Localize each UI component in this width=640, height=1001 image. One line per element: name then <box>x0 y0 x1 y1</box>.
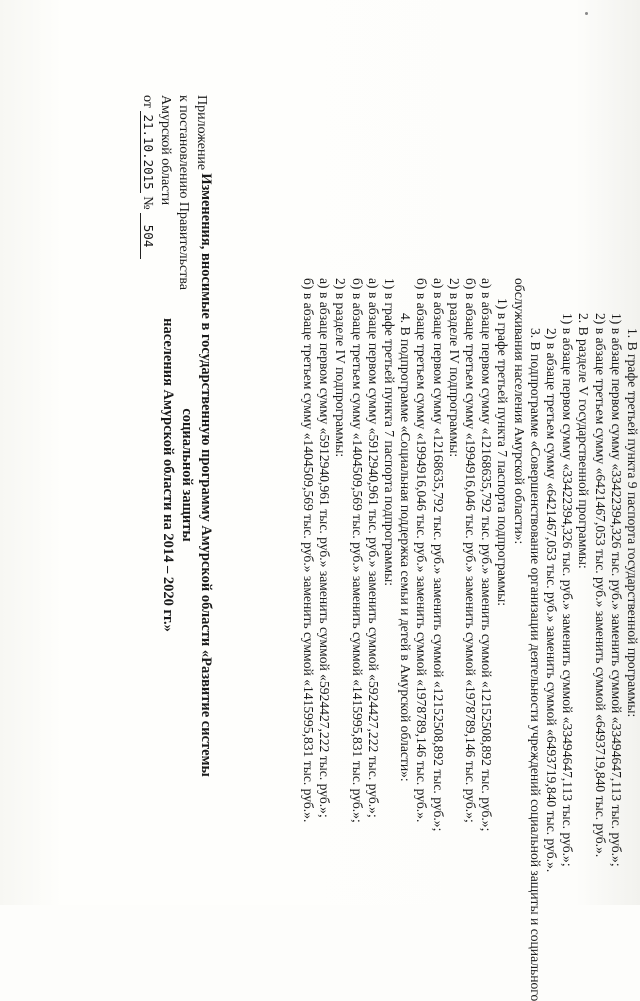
title-line-2: населения Амурской области на 2014 – 2020 гг.» <box>160 318 176 632</box>
body-line: 3. В подпрограмме «Совершенствование организации деятельности учреждений социальной защиты и социального <box>527 328 543 1001</box>
scan-speck <box>585 12 588 15</box>
body-line: 1) в абзаце первом сумму «33422394,326 тыс. руб.» заменить суммой «33494647,113 тыс. руб.»; <box>560 313 576 867</box>
body-line: 2) в разделе IV подпрограммы: <box>446 278 462 458</box>
body-line: обслуживания населения Амурской области»: <box>511 278 527 545</box>
body-line: б) в абзаце третьем сумму «1404509,569 тыс. руб.» заменить суммой «1415995,831 тыс. руб.». <box>301 278 316 823</box>
body-line: а) в абзаце первом сумму «12168635,792 тыс. руб.» заменить суммой «12152508,892 тыс. руб.»; <box>430 278 446 832</box>
body-line: б) в абзаце третьем сумму «1994916,046 тыс. руб.» заменить суммой «1978789,146 тыс. руб.»; <box>463 278 478 823</box>
body-line: а) в абзаце первом сумму «5912940,961 тыс. руб.» заменить суммой «5924427,222 тыс. руб.»; <box>365 278 381 818</box>
appendix-line-1: Приложение <box>194 95 209 171</box>
body-line: 2. В разделе V государственной программы: <box>576 313 592 569</box>
document-title <box>158 135 215 815</box>
appendix-line-2: к постановлению Правительства <box>176 95 191 291</box>
body-line: 1) в графе третьей пункта 7 паспорта подпрограммы: <box>382 278 397 587</box>
title-line-1: Изменения, вносимые в государственную программу Амурской области «Развитие системы социальной защиты <box>179 173 214 777</box>
body-line: 2) в абзаце третьем сумму «6421467,053 тыс. руб.» заменить суммой «6493719,840 тыс. руб.». <box>544 328 559 873</box>
appendix-date-line <box>138 95 156 285</box>
body-line: 1. В графе третьей пункта 9 паспорта государственной программы: <box>625 328 640 718</box>
body-line: б) в абзаце третьем сумму «1404509,569 тыс. руб.» заменить суммой «1415995,831 тыс. руб.»; <box>349 278 365 823</box>
date-value: 21.10.2015 <box>140 111 156 192</box>
number-value: 504 <box>140 213 156 259</box>
body-line: а) в абзаце первом сумму «5912940,961 тыс. руб.» заменить суммой «5924427,222 тыс. руб.»; <box>317 278 333 818</box>
body-line: 1) в графе третьей пункта 7 паспорта подпрограммы: <box>495 298 511 607</box>
body-line: б) в абзаце третьем сумму «1994916,046 тыс. руб.» заменить суммой «1978789,146 тыс. руб.». <box>414 278 430 823</box>
body-line: а) в абзаце первом сумму «12168635,792 тыс. руб.» заменить суммой «12152508,892 тыс. руб.»; <box>479 278 495 832</box>
appendix-line-3: Амурской области <box>158 95 173 206</box>
date-prefix: от <box>140 95 155 108</box>
number-prefix: № <box>140 196 155 210</box>
body-line: 2) в абзаце третьем сумму «6421467,053 тыс. руб.» заменить суммой «6493719,840 тыс. руб.». <box>592 313 608 858</box>
body-line: 2) в разделе IV подпрограммы: <box>333 278 349 458</box>
body-line: 4. В подпрограмме «Социальная поддержка семьи и детей в Амурской области»: <box>398 313 414 782</box>
body-line: 1) в абзаце первом сумму «33422394,326 тыс. руб.» заменить суммой «33494647,113 тыс. руб.»; <box>608 313 624 867</box>
